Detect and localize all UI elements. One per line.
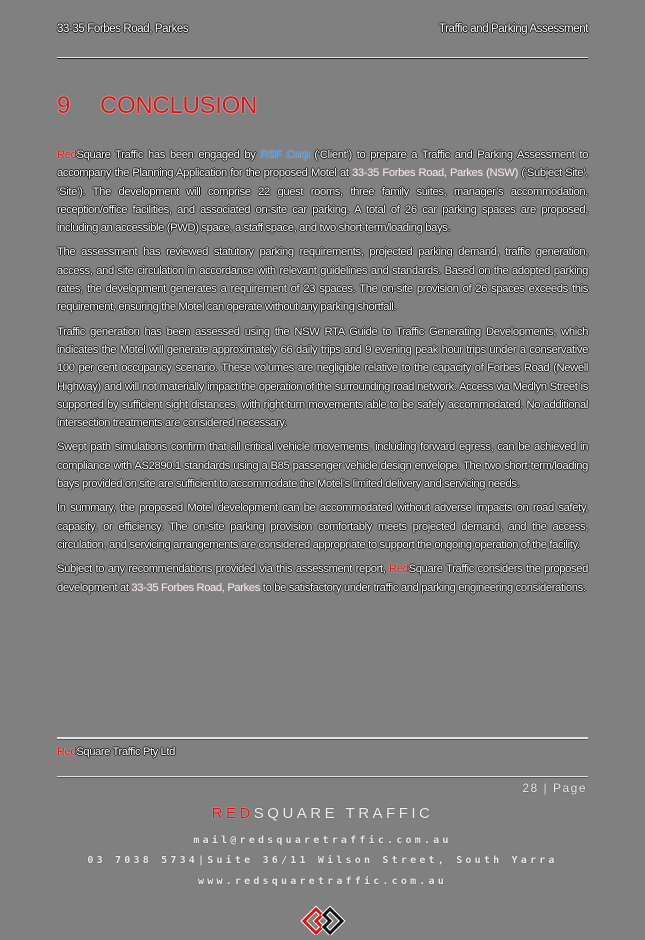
section-title: CONCLUSION xyxy=(100,92,258,119)
header-divider xyxy=(57,57,588,59)
footer-divider-top xyxy=(57,737,588,740)
interlocking-diamonds-logo-icon xyxy=(300,905,348,935)
page-number: 28 | Page xyxy=(522,781,587,795)
paragraph-traffic-generation: Traffic generation has been assessed using the NSW RTA Guide to Traffic Generating Developments, which indicates the Motel will generate approximately 66 daily trips and 9 evening peak hour trips under a conservative 100 per cent occupancy scenario. These volumes are negligible relative to the capacity of Forbes Road (Newell Highway) and will not materially impact the operation of the surrounding road network. Access via Medlyn Street is supported by sufficient sight distances, with right-turn movements able to be safely accommodated. No additional intersection treatments are considered necessary. xyxy=(57,325,588,430)
section-number: 9 xyxy=(57,92,71,119)
brand-red-text: Red xyxy=(57,149,77,161)
footer-divider-bottom xyxy=(57,776,588,778)
paragraph-summary: In summary, the proposed Motel development can be accommodated without adverse impacts on road safety, capacity, or efficiency. The on-site parking provision comfortably meets projected demand, and the access, circulation, and servicing arrangements are considered appropriate to support the ongoing operation of the facility. xyxy=(57,502,588,551)
contact-phone-address: 03 7038 5734|Suite 36/11 Wilson Street, South Yarra xyxy=(87,855,558,866)
brand-wordmark: REDSQUARE TRAFFIC xyxy=(211,805,434,822)
section-heading xyxy=(57,92,257,120)
contact-website[interactable]: www.redsquaretraffic.com.au xyxy=(198,876,447,887)
contact-email[interactable]: mail@redsquaretraffic.com.au xyxy=(193,835,452,846)
client-name: RSF Corp xyxy=(260,149,310,161)
paragraph-final: Subject to any recommendations provided via this assessment report, RedSquare Traffic considers the proposed development at 33-35 Forbes Road, Parkes to be satisfactory under traffic and parking engineering considerations. xyxy=(57,563,588,594)
paragraph-parking: The assessment has reviewed statutory parking requirements, projected parking demand, traffic generation, access, and site circulation in accordance with relevant guidelines and standards. Based on the adopted parking rates, the development generates a requirement of 23 spaces. The on-site provision of 26 spaces exceeds this requirement, ensuring the Motel can operate without any parking shortfall. xyxy=(57,246,588,314)
conclusion-body xyxy=(57,146,588,603)
site-address: 33-35 Forbes Road, Parkes (NSW) xyxy=(352,167,518,180)
header-report-title: Traffic and Parking Assessment xyxy=(438,23,588,35)
site-address: 33-35 Forbes Road, Parkes xyxy=(131,581,261,594)
paragraph-swept-path: Swept path simulations confirm that all critical vehicle movements, including forward egress, can be achieved in compliance with AS2890.1 standards using a B85 passenger vehicle design envelope. The two short-term/loading bays provided on site are sufficient to accommodate the Motel’s limited delivery and servicing needs. xyxy=(57,441,588,491)
paragraph-engagement: RedSquare Traffic has been engaged by RSF Corp (‘Client’) to prepare a Traffic and Parking Assessment to accompany the Planning Application for the proposed Motel at 33-35 Forbes Road, Parkes (NSW) (‘Subject Site’, ‘Site’). The development will comprise 22 guest rooms, three family suites, manager’s accommodation, reception/office facilities, and associated on-site car parking. A total of 26 car parking spaces are proposed, including an accessible (PWD) space, a staff space, and two short-term/loading bays. xyxy=(57,149,589,235)
page-header xyxy=(57,23,588,35)
company-name: RedSquare Traffic Pty Ltd xyxy=(57,746,175,758)
header-address: 33-35 Forbes Road, Parkes xyxy=(57,23,189,35)
brand-red-text: Red xyxy=(389,563,409,576)
